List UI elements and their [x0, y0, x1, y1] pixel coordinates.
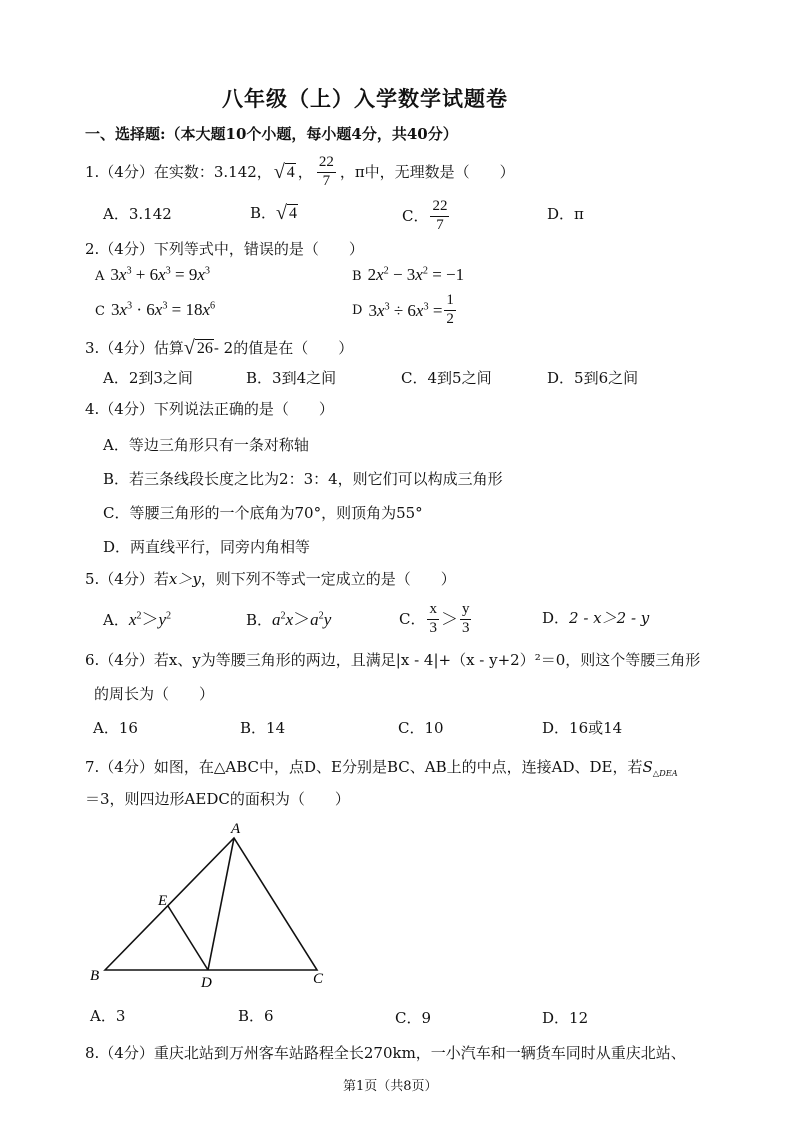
q6-option-a: A．16	[93, 719, 138, 737]
q5-option-b: B．$a^2x>a^2y$	[246, 610, 332, 629]
q3-tail: - 2的值是在（ ）	[213, 338, 354, 357]
segment-de	[168, 906, 208, 970]
q4-option-d: D．两直线平行，同旁内角相等	[103, 538, 311, 556]
question-4-stem: 4.（4分）下列说法正确的是（ ）	[85, 400, 334, 418]
section-heading: 一、选择题:（本大题10个小题，每小题4分，共40分）	[85, 125, 458, 143]
page-footer: 第1页（共8页）	[343, 1079, 438, 1094]
q5-option-c-left-fraction	[427, 602, 439, 637]
q5-option-b-label: B．	[246, 611, 273, 629]
q7-option-c: C．9	[395, 1009, 432, 1027]
q5-option-c-left-den: 3	[429, 619, 437, 636]
question-3-stem	[85, 338, 353, 358]
q3-option-d: D．5到6之间	[547, 369, 639, 387]
q3-option-a: A．2到3之间	[103, 369, 193, 387]
segment-ad	[208, 838, 234, 970]
question-2-stem: 2.（4分）下列等式中，错误的是（ ）	[85, 240, 364, 258]
triangle-abc	[105, 838, 317, 970]
q2-option-d-num: 1	[444, 293, 456, 311]
q2-option-d-label: D	[352, 302, 363, 318]
q2-option-d: D $3x^3 \div 6x^3$ = $\frac{1}{2}$	[352, 292, 454, 327]
q1-option-c-num: 22	[430, 199, 449, 217]
label-c: C	[313, 971, 324, 987]
q5-stem-prefix: 5.（4分）若	[85, 570, 169, 588]
q1-sqrt	[274, 162, 296, 182]
q3-lead: 3.（4分）估算	[85, 338, 184, 357]
q3-sqrt	[184, 338, 214, 358]
radical-icon: √	[183, 337, 195, 359]
q1-option-a: A．3.142	[103, 205, 172, 223]
q5-option-c: C． $\frac{x}{3}$ ＞ $\frac{y}{3}$	[399, 601, 470, 636]
q1-tail: ，π中，无理数是（ ）	[339, 162, 515, 181]
question-6-line-2: 的周长为（ ）	[94, 685, 215, 703]
question-8-line-1: 8.（4分）重庆北站到万州客车站路程全长270km，一小汽车和一辆货车同时从重庆北站、	[85, 1044, 686, 1062]
q5-option-c-label: C．	[399, 609, 426, 628]
q2-option-a-label: A	[95, 269, 105, 284]
q3-sqrt-arg: 26	[196, 339, 213, 357]
q3-option-b: B．3到4之间	[246, 369, 337, 387]
q1-option-d: D．π	[547, 205, 584, 223]
q1-option-b-arg: 4	[289, 204, 298, 222]
q1-fraction-den: 7	[322, 172, 331, 189]
q7-area-symbol: S	[642, 758, 653, 776]
q6-option-b: B．14	[240, 719, 286, 737]
q5-stem-suffix: ，则下列不等式一定成立的是（ ）	[200, 570, 456, 588]
q7-option-d: D．12	[542, 1009, 589, 1027]
question-7-line-1	[85, 758, 678, 778]
q2-option-b-label: B	[352, 269, 362, 284]
q1-option-c-den: 7	[436, 216, 444, 233]
q7-option-b: B．6	[238, 1007, 274, 1025]
q1-lead: 1.（4分）在实数：3.142，	[85, 162, 272, 181]
q4-option-c: C．等腰三角形的一个底角为70°，则顶角为55°	[103, 504, 423, 522]
triangle-figure	[80, 818, 340, 993]
q1-fraction	[317, 155, 336, 190]
radical-icon: √	[273, 161, 285, 184]
q2-option-d-fraction	[444, 293, 456, 328]
q2-option-a: A $3x^3 + 6x^3 = 9x^3$	[95, 265, 210, 284]
q1-sep: ，	[297, 162, 313, 181]
q5-option-c-right-num: y	[460, 602, 472, 620]
q3-option-c: C．4到5之间	[401, 369, 492, 387]
label-e: E	[158, 893, 168, 909]
label-a: A	[231, 821, 241, 837]
q7-area-subscript: △DEA	[652, 768, 678, 778]
q4-option-a: A．等边三角形只有一条对称轴	[103, 436, 309, 454]
q1-option-c-label: C．	[402, 206, 429, 225]
q2-option-d-den: 2	[446, 310, 454, 327]
page-title: 八年级（上）入学数学试题卷	[222, 86, 508, 111]
radical-icon: √	[276, 202, 288, 224]
label-b: B	[90, 968, 100, 984]
q5-option-d-expr: 2 - x＞2 - y	[569, 609, 650, 627]
q5-option-c-right-fraction	[460, 602, 472, 637]
q2-option-c: C $3x^3 \cdot 6x^3 = 18x^6$	[95, 300, 216, 319]
label-d: D	[201, 975, 212, 991]
q5-option-a-label: A．	[103, 611, 129, 629]
q5-option-a: A．$x^2>y^2$	[103, 610, 172, 629]
question-7-line-2: ＝3，则四边形AEDC的面积为（ ）	[85, 790, 350, 808]
q5-option-c-left-num: x	[427, 602, 439, 620]
question-6-line-1: 6.（4分）若x、y为等腰三角形的两边，且满足|x - 4|+（x - y+2）²＝0，则这个等腰三角形	[85, 651, 701, 669]
q1-option-b-sqrt	[276, 203, 298, 223]
q5-condition: x＞y	[168, 570, 201, 588]
q5-option-d-label: D．	[542, 609, 570, 627]
q7-line-1-text: 7.（4分）如图，在△ABC中，点D、E分别是BC、AB上的中点，连接AD、DE，若	[85, 758, 643, 776]
q2-option-b: B $2x^2 - 3x^2 = -1$	[352, 265, 465, 284]
q5-option-d	[542, 611, 649, 626]
q1-option-b	[250, 203, 298, 223]
q1-fraction-num: 22	[317, 155, 336, 173]
q6-option-c: C．10	[398, 719, 444, 737]
q6-option-d: D．16或14	[542, 719, 623, 737]
q4-option-b: B．若三条线段长度之比为2：3：4，则它们可以构成三角形	[103, 470, 503, 488]
q1-sqrt-arg: 4	[286, 163, 295, 181]
q7-option-a: A．3	[90, 1007, 126, 1025]
q1-option-c-fraction	[430, 199, 449, 234]
question-1-stem	[85, 155, 515, 190]
q1-option-c	[402, 199, 451, 234]
question-5-stem	[85, 572, 456, 587]
q1-option-b-label: B．	[250, 203, 277, 222]
q2-option-c-label: C	[95, 304, 105, 319]
q5-option-c-right-den: 3	[461, 619, 470, 636]
